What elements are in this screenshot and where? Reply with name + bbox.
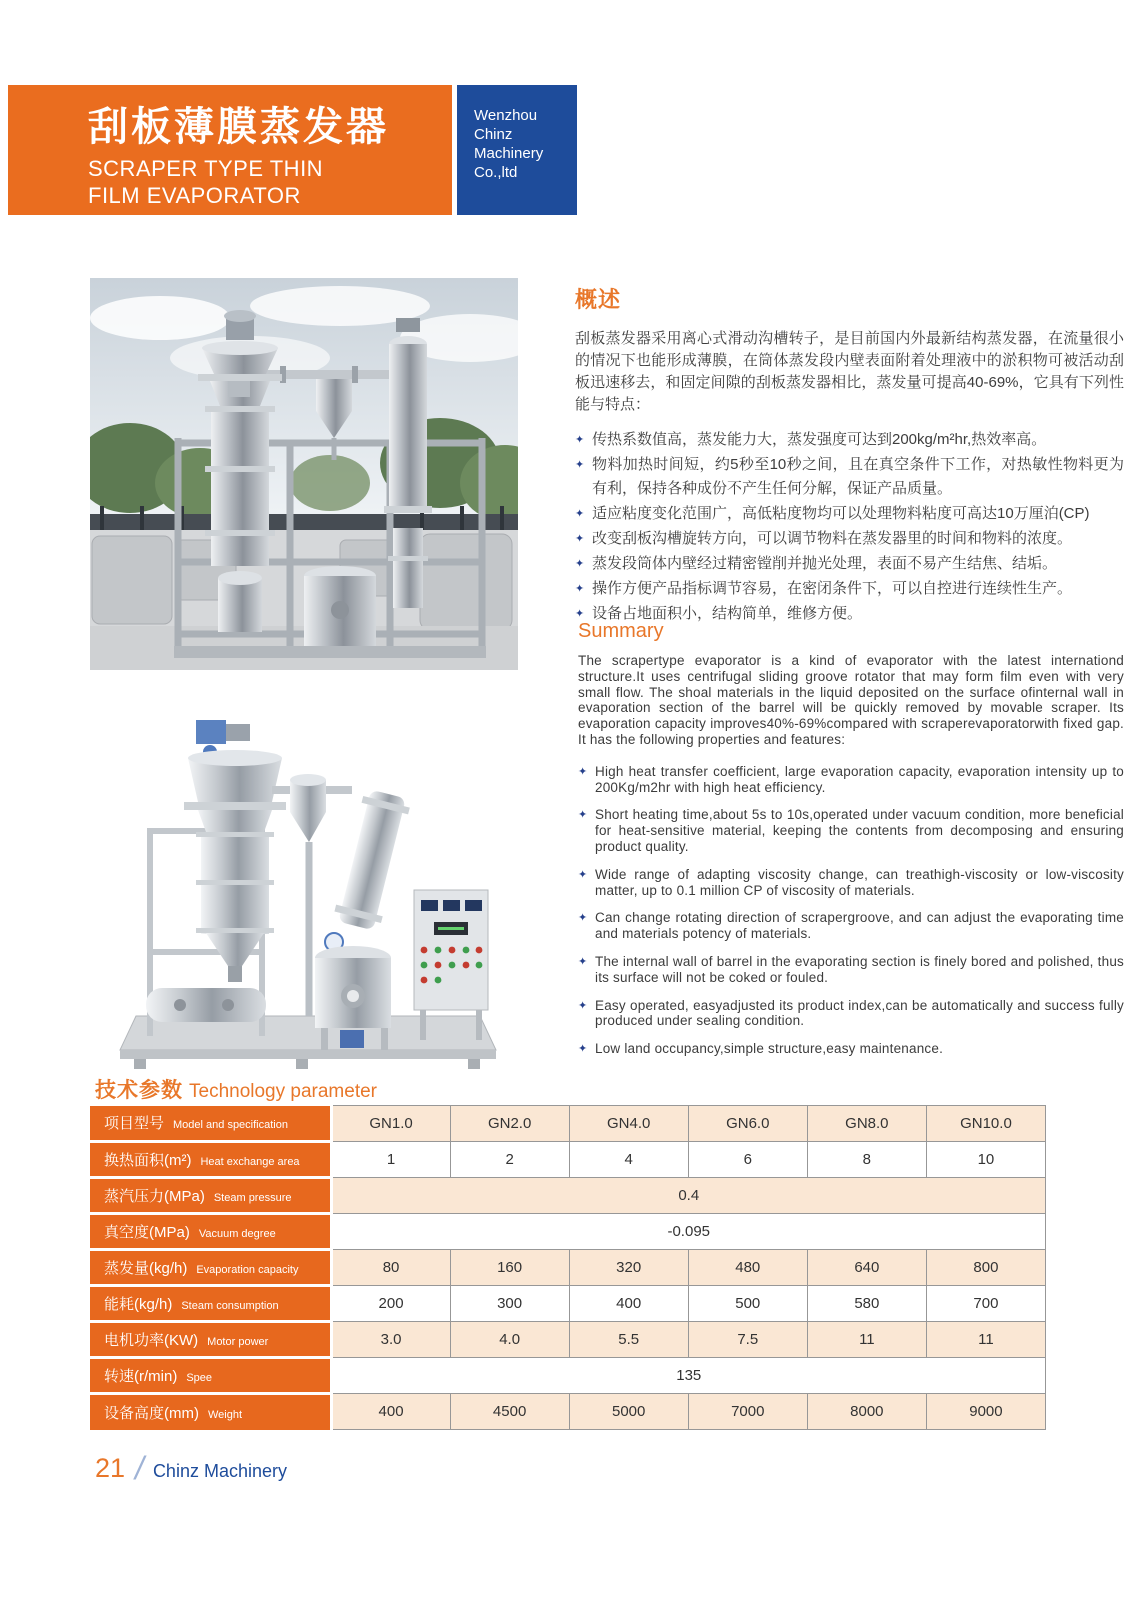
cell-model: GN6.0 (688, 1106, 807, 1142)
cell-area: 8 (807, 1142, 926, 1178)
overview-bullet: ✦ 传热系数值高，蒸发能力大，蒸发强度可达到200kg/m²hr,热效率高。 (575, 428, 1124, 452)
cell-evaporation: 640 (807, 1250, 926, 1286)
cell-motor-power: 3.0 (331, 1322, 450, 1358)
cell-rotation-speed-merged: 135 (331, 1358, 1046, 1394)
cell-evaporation: 80 (331, 1250, 450, 1286)
row-label-english: Steam consumption (181, 1300, 279, 1312)
overview-bullet: ✦ 物料加热时间短，约5秒至10秒之间，且在真空条件下工作，对热敏性物料更为有利，保持各种成份不产生任何分解，保证产品质量。 (575, 453, 1124, 501)
page-title-english-line2: FILM EVAPORATOR (88, 183, 301, 208)
page-title-chinese: 刮板薄膜蒸发器 (88, 105, 389, 149)
overview-bullet: ✦ 适应粘度变化范围广，高低粘度物均可以处理物料粘度可高达10万厘泊(CP) (575, 502, 1124, 526)
table-row-steam-consumption (90, 1286, 1046, 1322)
cell-area: 4 (569, 1142, 688, 1178)
overview-bullet: ✦ 设备占地面积小，结构简单，维修方便。 (575, 602, 1124, 626)
cell-evaporation: 800 (926, 1250, 1045, 1286)
summary-bullet: ✦ Short heating time,about 5s to 10s,operated under vacuum condition, more beneficial for heat-sensitive material, keeping the contents from decomposing and ensuring product quality. (578, 807, 1124, 854)
cell-evaporation: 480 (688, 1250, 807, 1286)
cell-model: GN4.0 (569, 1106, 688, 1142)
cell-model: GN1.0 (331, 1106, 450, 1142)
summary-bullet: ✦ Wide range of adapting viscosity change, can treathigh-viscosity or low-viscosity matter, up to 0.1 million CP of viscosity of materials. (578, 867, 1124, 899)
row-label (90, 1322, 331, 1358)
row-label (90, 1106, 331, 1142)
row-label-chinese: 项目型号 (104, 1115, 165, 1133)
cell-motor-power: 5.5 (569, 1322, 688, 1358)
cell-area: 10 (926, 1142, 1045, 1178)
summary-bullet: ✦ Can change rotating direction of scrapergroove, and can adjust the evaporating time and materials potency of materials. (578, 910, 1124, 942)
summary-heading: Summary (578, 620, 664, 642)
overview-section (575, 283, 1124, 627)
summary-bullet: ✦ Easy operated, easyadjusted its product index,can be automatically and success fully produced under sealing condition. (578, 998, 1124, 1030)
product-photo-studio (100, 700, 510, 1075)
cell-height: 9000 (926, 1394, 1045, 1430)
table-row-equipment-height (90, 1394, 1046, 1430)
summary-bullet: ✦ Low land occupancy,simple structure,easy maintenance. (578, 1041, 1124, 1057)
cell-consumption: 500 (688, 1286, 807, 1322)
cell-area: 6 (688, 1142, 807, 1178)
row-label (90, 1394, 331, 1430)
summary-bullet-list (578, 764, 1124, 1057)
row-label (90, 1358, 331, 1394)
cell-steam-pressure-merged: 0.4 (331, 1178, 1046, 1214)
row-label (90, 1250, 331, 1286)
summary-paragraph: The scrapertype evaporator is a kind of evaporator with the latest internationd structure.It uses centrifugal sliding groove rotator that may form film even with very small flow. The shoal materials in the liquid deposited on the surface ofinternal wall in evaporation section of the barrel will be quickly removed by movable scraper. Its evaporation capacity improves40%-69%compared with scraperevaporatorwith fixed gap. It has the following properties and features: (578, 653, 1124, 747)
row-label-english: Heat exchange area (200, 1156, 300, 1168)
summary-bullet: ✦ High heat transfer coefficient, large evaporation capacity, evaporation intensity up to 200Kg/m2hr with high heat efficiency. (578, 764, 1124, 796)
cell-motor-power: 11 (807, 1322, 926, 1358)
overview-bullet: ✦ 蒸发段筒体内壁经过精密镗削并抛光处理，表面不易产生结焦、结垢。 (575, 552, 1124, 576)
summary-section (578, 620, 1124, 1069)
page-number: 21 (95, 1453, 126, 1483)
cell-vacuum-degree-merged: -0.095 (331, 1214, 1046, 1250)
row-label-english: Vacuum degree (198, 1228, 276, 1240)
row-label-english: Evaporation capacity (196, 1264, 299, 1276)
cell-area: 2 (450, 1142, 569, 1178)
parameters-heading (95, 1074, 377, 1104)
row-label-chinese: 能耗(kg/h) (104, 1296, 173, 1313)
overview-bullet-list (575, 428, 1124, 626)
row-label-chinese: 电机功率(KW) (104, 1332, 199, 1349)
overview-bullet: ✦ 改变刮板沟槽旋转方向，可以调节物料在蒸发器里的时间和物料的浓度。 (575, 527, 1124, 551)
table-row-model (90, 1106, 1046, 1142)
row-label-english: Steam pressure (213, 1192, 292, 1204)
parameters-heading-chinese: 技术参数 (95, 1079, 183, 1102)
row-label (90, 1214, 331, 1250)
row-label (90, 1286, 331, 1322)
footer-slash-divider: / (135, 1450, 144, 1486)
overview-paragraph: 刮板蒸发器采用离心式滑动沟槽转子，是目前国内外最新结构蒸发器，在流量很小的情况下也能形成薄膜，在筒体蒸发段内壁表面附着处理液中的淤积物可被活动刮板迅速移去，和固定间隙的刮板蒸发器相比，蒸发量可提高40-69%，它具有下列性能与特点： (575, 330, 1124, 413)
row-label-english: Weight (207, 1408, 243, 1421)
summary-bullet: ✦ The internal wall of barrel in the evaporating section is finely bored and polished, thus its surface will not be coked or fouled. (578, 954, 1124, 986)
cell-area: 1 (331, 1142, 450, 1178)
table-row-heat-exchange-area (90, 1142, 1046, 1178)
row-label-chinese: 转速(r/min) (104, 1368, 178, 1385)
parameters-heading-english: Technology parameter (189, 1081, 377, 1102)
table-row-vacuum-degree (90, 1214, 1046, 1250)
cell-motor-power: 11 (926, 1322, 1045, 1358)
parameters-table (90, 1105, 1046, 1430)
title-banner (8, 85, 452, 215)
cell-consumption: 400 (569, 1286, 688, 1322)
row-label-chinese: 真空度(MPa) (104, 1224, 190, 1241)
page-title-english-line1: SCRAPER TYPE THIN (88, 156, 324, 181)
overview-heading: 概述 (575, 287, 622, 312)
cell-height: 400 (331, 1394, 450, 1430)
company-box (457, 85, 577, 215)
table-row-motor-power (90, 1322, 1046, 1358)
cell-model: GN2.0 (450, 1106, 569, 1142)
company-name: Wenzhou Chinz Machinery Co.,ltd (474, 107, 544, 181)
cell-height: 7000 (688, 1394, 807, 1430)
cell-consumption: 580 (807, 1286, 926, 1322)
cell-consumption: 700 (926, 1286, 1045, 1322)
cell-height: 4500 (450, 1394, 569, 1430)
cell-evaporation: 320 (569, 1250, 688, 1286)
cell-motor-power: 4.0 (450, 1322, 569, 1358)
page-title-english (88, 155, 452, 209)
row-label-english: Spee (186, 1372, 213, 1384)
cell-height: 5000 (569, 1394, 688, 1430)
overview-bullet: ✦ 操作方便产品指标调节容易，在密闭条件下，可以自控进行连续性生产。 (575, 577, 1124, 601)
table-row-rotation-speed (90, 1358, 1046, 1394)
row-label-english: Model and specification (173, 1119, 288, 1132)
cell-height: 8000 (807, 1394, 926, 1430)
row-label-chinese: 设备高度(mm) (104, 1404, 199, 1422)
row-label (90, 1178, 331, 1214)
row-label-chinese: 蒸发量(kg/h) (104, 1260, 188, 1277)
table-row-evaporation-capacity (90, 1250, 1046, 1286)
row-label-chinese: 蒸汽压力(MPa) (104, 1188, 205, 1205)
row-label-english: Motor power (207, 1336, 269, 1348)
row-label-chinese: 换热面积(m²) (104, 1152, 192, 1169)
product-photo-outdoor (90, 278, 518, 670)
cell-consumption: 300 (450, 1286, 569, 1322)
evaporator-outdoor-illustration (90, 278, 518, 670)
cell-consumption: 200 (331, 1286, 450, 1322)
evaporator-studio-illustration (100, 700, 510, 1075)
cell-motor-power: 7.5 (688, 1322, 807, 1358)
footer-brand: Chinz Machinery (152, 1461, 287, 1481)
cell-evaporation: 160 (450, 1250, 569, 1286)
page-footer (95, 1448, 287, 1485)
row-label (90, 1142, 331, 1178)
cell-model: GN10.0 (926, 1106, 1045, 1142)
table-row-steam-pressure (90, 1178, 1046, 1214)
cell-model: GN8.0 (807, 1106, 926, 1142)
